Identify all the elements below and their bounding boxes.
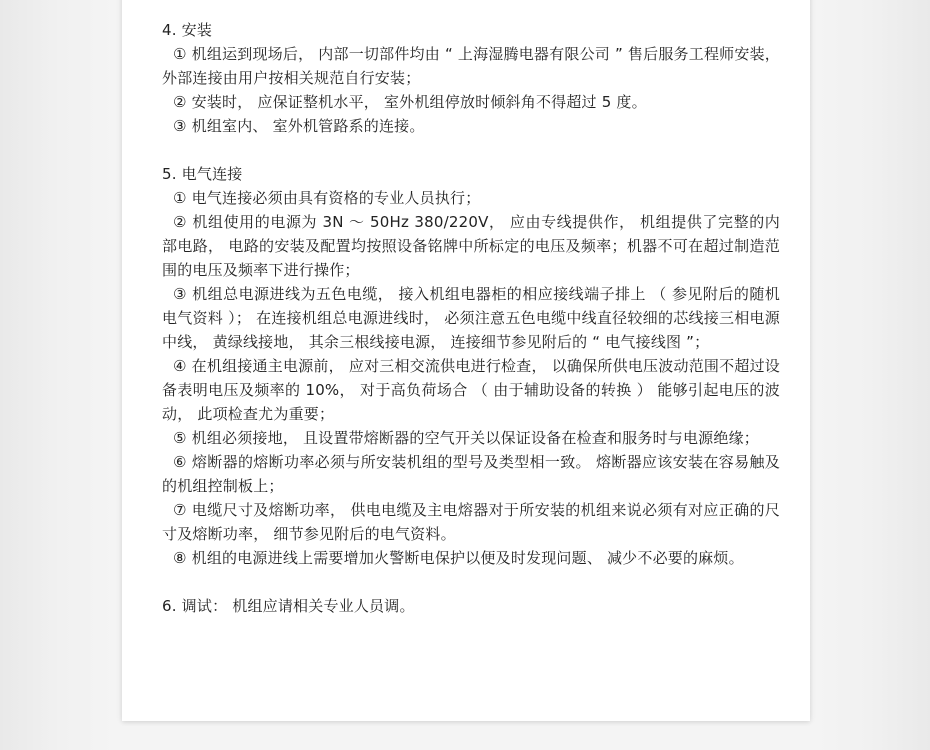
list-item: ② 安装时， 应保证整机水平， 室外机组停放时倾斜角不得超过 5 度。 [173,93,647,111]
list-item: ④ 在机组接通主电源前， 应对三相交流供电进行检查， 以确保所供电压波动范围不超过设备表明电压及频率的 10%， 对于高负荷场合 （ 由于辅助设备的转换 ） 能够引起电压的波动， 此项检查尤为重要； [162,357,780,423]
section-heading: 5. 电气连接 [162,165,243,183]
list-item: ② 机组使用的电源为 3N ～ 50Hz 380/220V， 应由专线提供作， 机组提供了完整的内部电路， 电路的安装及配置均按照设备铭牌中所标定的电压及频率；机器不可在超过制造范围的电压及频率下进行操作； [162,213,780,279]
section-heading: 4. 安装 [162,21,213,39]
section-commissioning [162,594,780,618]
list-item: ⑥ 熔断器的熔断功率必须与所安装机组的型号及类型相一致。 熔断器应该安装在容易触及的机组控制板上； [162,453,780,495]
list-item: ③ 机组总电源进线为五色电缆， 接入机组电器柜的相应接线端子排上 （ 参见附后的随机电气资料 ）； 在连接机组总电源进线时， 必须注意五色电缆中线直径较细的芯线接三相电源中线， 黄绿线接地， 其余三根线接电源， 连接细节参见附后的 “ 电气接线图 ”； [162,285,780,351]
list-item: ① 电气连接必须由具有资格的专业人员执行； [173,189,481,207]
section-installation [162,18,780,138]
list-item: ⑧ 机组的电源进线上需要增加火警断电保护以便及时发现问题、 减少不必要的麻烦。 [173,549,744,567]
list-item: ③ 机组室内、 室外机管路系的连接。 [173,117,425,135]
list-item: ⑦ 电缆尺寸及熔断功率， 供电电缆及主电熔器对于所安装的机组来说必须有对应正确的尺寸及熔断功率， 细节参见附后的电气资料。 [162,501,780,543]
document-content [162,18,780,618]
list-item: ① 机组运到现场后， 内部一切部件均由 “ 上海湿腾电器有限公司 ” 售后服务工程师安装， 外部连接由用户按相关规范自行安装； [162,45,780,87]
section-heading: 6. 调试： 机组应请相关专业人员调。 [162,597,415,615]
list-item: ⑤ 机组必须接地， 且设置带熔断器的空气开关以保证设备在检查和服务时与电源绝缘； [173,429,759,447]
section-electrical-connection [162,162,780,570]
